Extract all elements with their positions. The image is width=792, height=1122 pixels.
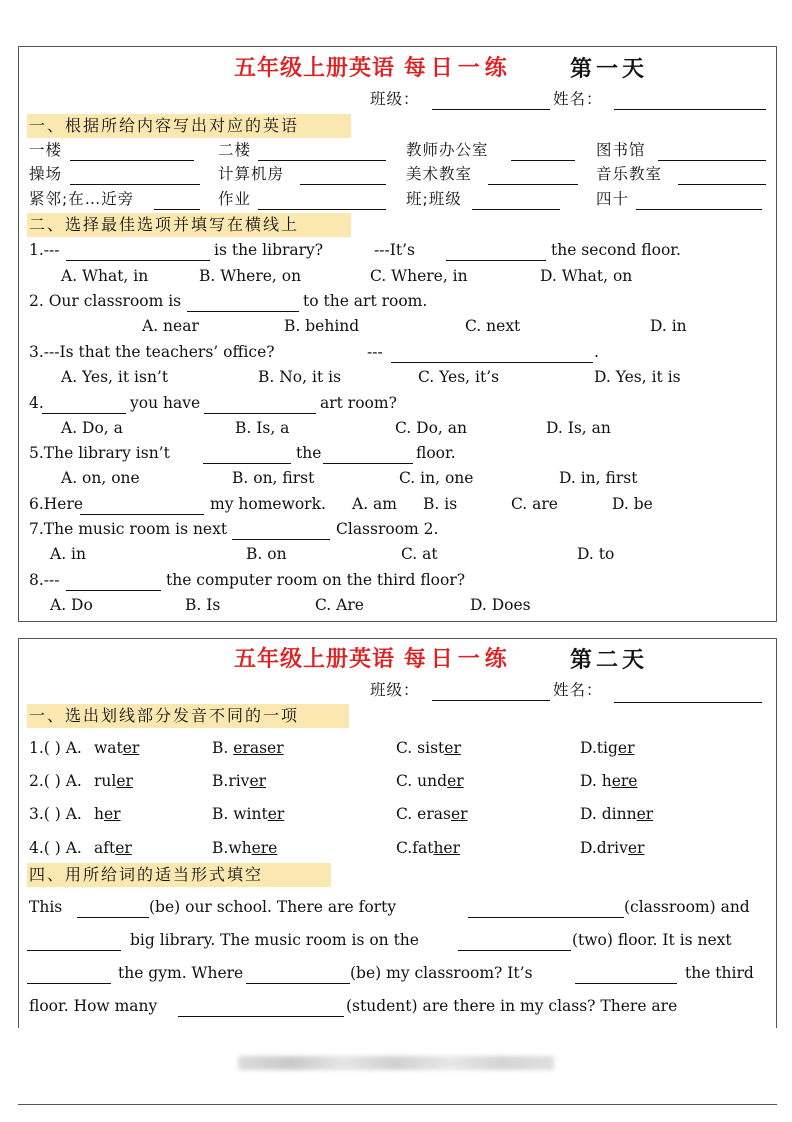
q7-option-c[interactable]: C. at — [401, 545, 438, 563]
vocab-answer-field[interactable] — [488, 184, 578, 185]
q1-blank-1[interactable] — [66, 260, 210, 261]
q3-option-a[interactable]: A. Yes, it isn’t — [61, 368, 169, 386]
q4-number: 4. — [29, 394, 44, 412]
q1-option-a[interactable]: A. What, in — [61, 267, 149, 285]
phonics-word-stem: D. dinn — [580, 805, 637, 823]
q3-answer-prefix: --- — [367, 343, 383, 361]
day1-name-field[interactable] — [614, 109, 766, 110]
q4-blank-1[interactable] — [42, 413, 126, 414]
phonics-option[interactable] — [94, 838, 132, 858]
blank-student[interactable] — [178, 1016, 344, 1017]
para-line1-end: (classroom) and — [624, 898, 750, 916]
vocab-answer-field[interactable] — [636, 209, 762, 210]
phonics-question-number[interactable]: 1.( ) A. — [29, 739, 82, 757]
para-line2-end: (two) floor. It is next — [572, 931, 732, 949]
q1-option-d[interactable]: D. What, on — [540, 267, 633, 285]
q4-option-c[interactable]: C. Do, an — [395, 419, 467, 437]
day2-section-4-heading: 四、用所给词的适当形式填空 — [27, 863, 331, 887]
q5-text-end: floor. — [416, 444, 456, 462]
phonics-underlined-part: ere — [611, 772, 638, 790]
q6-blank[interactable] — [80, 514, 204, 515]
q1-prefix: 1.--- — [29, 241, 60, 259]
phonics-word-stem: h — [94, 805, 104, 823]
phonics-word-stem: C. und — [396, 772, 448, 790]
q7-option-d[interactable]: D. to — [577, 545, 615, 563]
day1-title: 五年级上册英语 每日一练 — [234, 56, 512, 81]
vocab-item: 音乐教室 — [596, 165, 663, 183]
phonics-word-stem: D.tig — [580, 739, 618, 757]
para-line3-end: the third — [685, 964, 754, 982]
vocab-item: 操场 — [29, 165, 63, 183]
q6-option-d[interactable]: D. be — [612, 495, 653, 513]
q8-text: the computer room on the third floor? — [166, 571, 466, 589]
phonics-word-stem: C.fat — [396, 839, 434, 857]
para-line3-mid: (be) my classroom? It’s — [350, 964, 533, 982]
q2-text-end: to the art room. — [303, 292, 428, 310]
day1-day-label: 第一天 — [570, 56, 649, 82]
vocab-item: 教师办公室 — [406, 141, 489, 159]
phonics-underlined-part: er — [617, 739, 635, 757]
phonics-underlined-part: er — [444, 739, 461, 757]
day1-class-field[interactable] — [432, 109, 550, 110]
vocab-answer-field[interactable] — [70, 160, 194, 161]
phonics-word-stem: B. wint — [212, 805, 268, 823]
q5-option-c[interactable]: C. in, one — [399, 469, 474, 487]
day1-class-label: 班级： — [370, 90, 420, 108]
vocab-item: 美术教室 — [406, 165, 473, 183]
q3-text: 3.---Is that the teachers’ office? — [29, 343, 275, 361]
phonics-word-stem: wat — [94, 739, 123, 757]
vocab-answer-field[interactable] — [258, 160, 386, 161]
phonics-word-stem: aft — [94, 839, 116, 857]
phonics-underlined-part: er — [627, 839, 645, 857]
para-line1-mid: (be) our school. There are forty — [149, 898, 397, 916]
q6-option-c[interactable]: C. are — [511, 495, 558, 513]
q1-text: is the library? — [214, 241, 324, 259]
para-line4-end: (student) are there in my class? There are — [346, 997, 678, 1015]
vocab-answer-field[interactable] — [678, 184, 766, 185]
q7-blank[interactable] — [232, 539, 330, 540]
vocab-item: 计算机房 — [218, 165, 285, 183]
vocab-answer-field[interactable] — [154, 209, 200, 210]
q2-text: 2. Our classroom is — [29, 292, 182, 310]
q8-blank[interactable] — [66, 590, 161, 591]
q6-text: 6.Here — [29, 495, 84, 513]
q3-option-c[interactable]: C. Yes, it’s — [418, 368, 500, 386]
q2-option-a[interactable]: A. near — [142, 317, 199, 335]
day1-section-2-heading: 二、选择最佳选项并填写在横线上 — [27, 213, 351, 237]
vocab-answer-field[interactable] — [511, 160, 575, 161]
phonics-question-number[interactable]: 3.( ) A. — [29, 805, 82, 823]
para-line4-start: floor. How many — [29, 997, 158, 1015]
para-line1-start: This — [29, 898, 63, 916]
day2-title: 五年级上册英语 每日一练 — [234, 647, 512, 672]
phonics-word-stem: C. eras — [396, 805, 451, 823]
q3-option-b[interactable]: B. No, it is — [258, 368, 342, 386]
phonics-word-stem: C. sist — [396, 739, 445, 757]
phonics-option[interactable] — [94, 804, 121, 824]
day2-name-field[interactable] — [614, 702, 762, 703]
phonics-option[interactable] — [580, 771, 637, 791]
q5-text: 5.The library isn’t — [29, 444, 170, 462]
phonics-underlined-part: her — [433, 839, 461, 857]
phonics-question-number[interactable]: 4.( ) A. — [29, 839, 82, 857]
q7-text-end: Classroom 2. — [336, 520, 439, 538]
vocab-item: 作业 — [218, 190, 252, 208]
q8-option-b[interactable]: B. Is — [185, 596, 221, 614]
q4-option-b[interactable]: B. Is, a — [235, 419, 290, 437]
q5-the: the — [296, 444, 322, 462]
vocab-answer-field[interactable] — [300, 184, 386, 185]
q7-option-b[interactable]: B. on — [246, 545, 287, 563]
blank-two[interactable] — [458, 950, 571, 951]
q6-option-a[interactable]: A. am — [352, 495, 397, 513]
phonics-word-stem: B.riv — [212, 772, 250, 790]
phonics-word-stem: B.wh — [212, 839, 252, 857]
q5-option-b[interactable]: B. on, first — [232, 469, 315, 487]
phonics-option[interactable] — [580, 804, 653, 824]
vocab-item: 图书馆 — [596, 141, 646, 159]
blank-on[interactable] — [575, 983, 677, 984]
phonics-question-number[interactable]: 2.( ) A. — [29, 772, 82, 790]
blank-preposition[interactable] — [27, 983, 111, 984]
phonics-underlined-part: er — [103, 805, 121, 823]
phonics-option[interactable] — [396, 771, 464, 791]
day2-day-label: 第二天 — [570, 647, 649, 673]
phonics-underlined-part: er — [267, 805, 285, 823]
q4-option-a[interactable]: A. Do, a — [61, 419, 123, 437]
q6-option-b[interactable]: B. is — [423, 495, 458, 513]
phonics-underlined-part: er — [122, 739, 140, 757]
phonics-word-stem: D. h — [580, 772, 612, 790]
phonics-underlined-part: eraser — [233, 739, 284, 757]
blank-classroom[interactable] — [468, 917, 624, 918]
q8-option-a[interactable]: A. Do — [50, 596, 93, 614]
phonics-underlined-part: er — [636, 805, 654, 823]
q1-blank-2[interactable] — [446, 260, 546, 261]
phonics-option[interactable] — [94, 771, 133, 791]
phonics-underlined-part: er — [447, 772, 464, 790]
phonics-underlined-part: er — [116, 772, 133, 790]
phonics-word-stem: B. — [212, 739, 234, 757]
q7-option-a[interactable]: A. in — [50, 545, 86, 563]
q5-blank-1[interactable] — [203, 463, 291, 464]
q8-option-c[interactable]: C. Are — [315, 596, 364, 614]
phonics-word-stem: rul — [94, 772, 117, 790]
q1-option-b[interactable]: B. Where, on — [199, 267, 302, 285]
blank-be-1[interactable] — [77, 917, 149, 918]
phonics-option[interactable] — [396, 804, 468, 824]
q4-text: you have — [130, 394, 201, 412]
q8-prefix: 8.--- — [29, 571, 60, 589]
q5-option-a[interactable]: A. on, one — [61, 469, 140, 487]
day2-class-field[interactable] — [432, 700, 550, 701]
q2-option-c[interactable]: C. next — [465, 317, 521, 335]
phonics-underlined-part: er — [450, 805, 468, 823]
q1-text-end: the second floor. — [551, 241, 681, 259]
phonics-option[interactable] — [396, 838, 460, 858]
q5-blank-2[interactable] — [323, 463, 413, 464]
q1-answer-prefix: ---It’s — [374, 241, 415, 259]
day1-section-1-heading: 一、根据所给内容写出对应的英语 — [27, 114, 351, 138]
q3-option-d[interactable]: D. Yes, it is — [594, 368, 681, 386]
q8-option-d[interactable]: D. Does — [470, 596, 531, 614]
phonics-option[interactable] — [580, 838, 644, 858]
vocab-item: 四十 — [596, 190, 630, 208]
phonics-option[interactable] — [212, 738, 284, 758]
q7-text: 7.The music room is next — [29, 520, 228, 538]
vocab-item: 班;班级 — [406, 190, 462, 208]
vocab-answer-field[interactable] — [258, 209, 386, 210]
day2-name-label: 姓名： — [553, 681, 603, 699]
para-line3-start: the gym. Where — [118, 964, 244, 982]
phonics-underlined-part: ere — [251, 839, 278, 857]
q2-blank[interactable] — [187, 311, 299, 312]
phonics-option[interactable] — [396, 738, 461, 758]
phonics-word-stem: D.driv — [580, 839, 628, 857]
q6-text-end: my homework. — [210, 495, 326, 513]
q4-option-d[interactable]: D. Is, an — [546, 419, 611, 437]
day1-name-label: 姓名： — [553, 90, 603, 108]
q4-text-end: art room? — [320, 394, 397, 412]
q2-option-b[interactable]: B. behind — [284, 317, 360, 335]
q4-blank-2[interactable] — [204, 413, 316, 414]
vocab-answer-field[interactable] — [658, 160, 766, 161]
vocab-item: 二楼 — [218, 141, 252, 159]
phonics-option[interactable] — [212, 804, 284, 824]
vocab-answer-field[interactable] — [472, 209, 560, 210]
phonics-underlined-part: er — [249, 772, 267, 790]
phonics-option[interactable] — [212, 838, 277, 858]
phonics-option[interactable] — [212, 771, 266, 791]
page-bottom-rule — [18, 1104, 777, 1105]
blank-be-2[interactable] — [246, 983, 350, 984]
day2-class-label: 班级： — [370, 681, 420, 699]
phonics-underlined-part: er — [115, 839, 132, 857]
day2-section-1-heading: 一、选出划线部分发音不同的一项 — [27, 704, 349, 728]
blank-article[interactable] — [27, 950, 121, 951]
q3-period: . — [594, 343, 599, 361]
q3-blank[interactable] — [391, 362, 593, 363]
para-line2-start: big library. The music room is on the — [130, 931, 419, 949]
phonics-option[interactable] — [94, 738, 139, 758]
phonics-option[interactable] — [580, 738, 635, 758]
vocab-item: 一楼 — [29, 141, 63, 159]
blurred-watermark — [238, 1056, 554, 1070]
vocab-item: 紧邻;在…近旁 — [29, 190, 135, 208]
q5-option-d[interactable]: D. in, first — [559, 469, 638, 487]
vocab-answer-field[interactable] — [70, 184, 200, 185]
q1-option-c[interactable]: C. Where, in — [370, 267, 468, 285]
q2-option-d[interactable]: D. in — [650, 317, 687, 335]
